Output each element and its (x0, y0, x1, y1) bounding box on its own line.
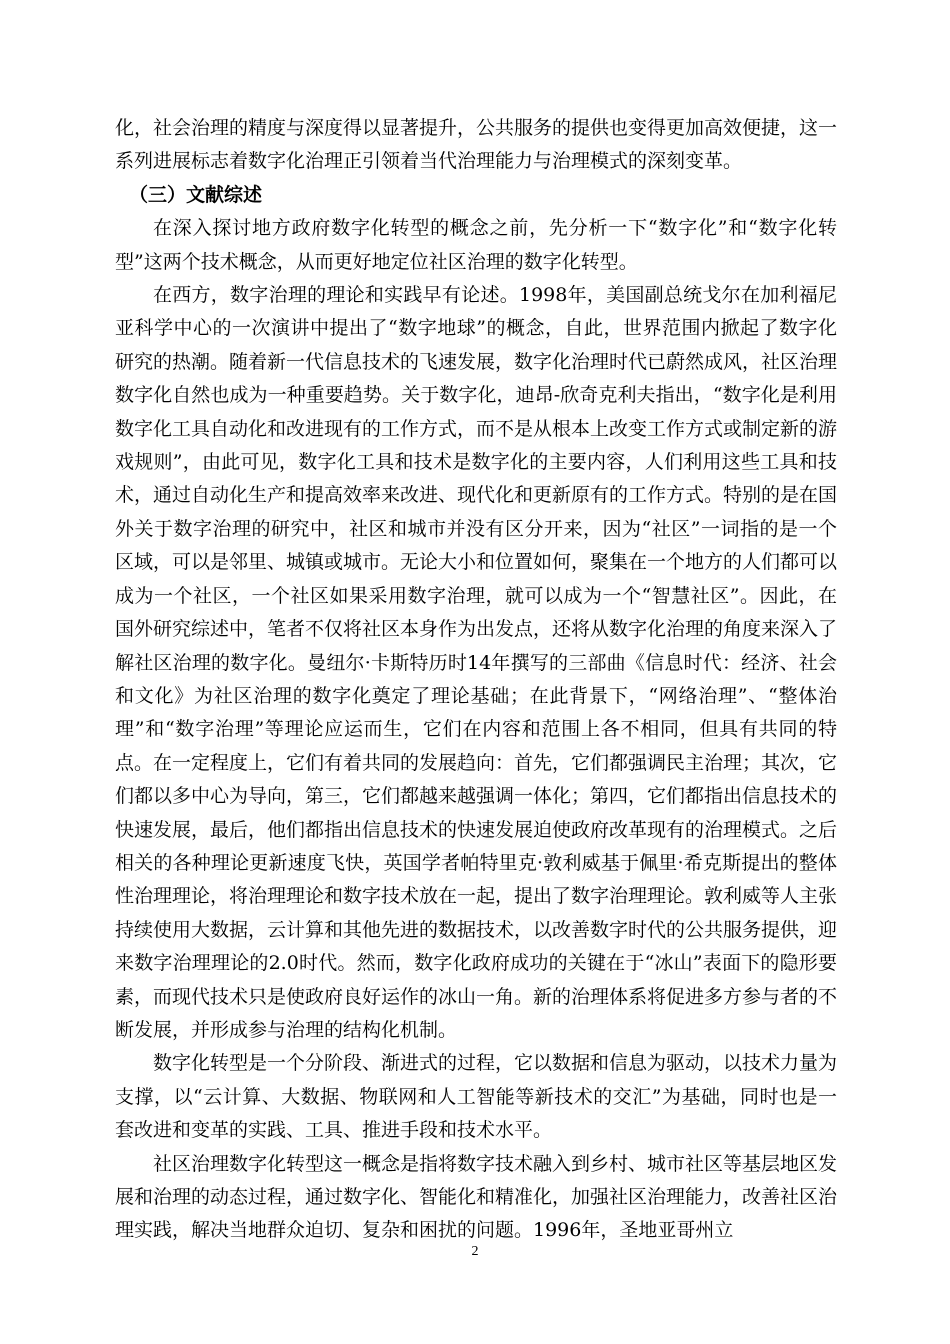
paragraph-digital-concepts: 在深入探讨地方政府数字化转型的概念之前，先分析一下“数字化”和“数字化转型”这两个技术概念，从而更好地定位社区治理的数字化转型。 (115, 217, 837, 273)
paragraph-western-digital-governance: 在西方，数字治理的理论和实践早有论述。1998年，美国副总统戈尔在加利福尼亚科学中心的一次演讲中提出了“数字地球”的概念，自此，世界范围内掀起了数字化研究的热潮。随着新一代信息技术的飞速发展，数字化治理时代已蔚然成风，社区治理数字化自然也成为一种重要趋势。关于数字化，迪昂-欣奇克利夫指出，“数字化是利用数字化工具自动化和改进现有的工作方式，而不是从根本上改变工作方式或制定新的游戏规则”，由此可见，数字化工具和技术是数字化的主要内容，人们利用这些工具和技术，通过自动化生产和提高效率来改进、现代化和更新原有的工作方式。特别的是在国外关于数字治理的研究中，社区和城市并没有区分开来，因为“社区”一词指的是一个区域，可以是邻里、城镇或城市。无论大小和位置如何，聚集在一个地方的人们都可以成为一个社区，一个社区如果采用数字治理，就可以成为一个“智慧社区”。因此，在国外研究综述中，笔者不仅将社区本身作为出发点，还将从数字化治理的角度来深入了解社区治理的数字化。曼纽尔·卡斯特历时14年撰写的三部曲《信息时代：经济、社会和文化》为社区治理的数字化奠定了理论基础；在此背景下，“网络治理”、“整体治理”和“数字治理”等理论应运而生，它们在内容和范围上各不相同，但具有共同的特点。在一定程度上，它们有着共同的发展趋向：首先，它们都强调民主治理；其次，它们都以多中心为导向，第三，它们都越来越强调一体化；第四，它们都指出信息技术的快速发展，最后，他们都指出信息技术的快速发展迫使政府改革现有的治理模式。之后相关的各种理论更新速度飞快，英国学者帕特里克·敦利威基于佩里·希克斯提出的整体性治理理论，将治理理论和数字技术放在一起，提出了数字治理理论。敦利威等人主张持续使用大数据，云计算和其他先进的数据技术，以改善数字时代的公共服务提供，迎来数字治理理论的2.0时代。然而，数字化政府成功的关键在于“冰山”表面下的隐形要素，而现代技术只是使政府良好运作的冰山一角。新的治理体系将促进多方参与者的不断发展，并形成参与治理的结构化机制。 (115, 284, 838, 1041)
page-number: 2 (471, 1244, 479, 1259)
paragraph-continuation: 化，社会治理的精度与深度得以显著提升，公共服务的提供也变得更加高效便捷，这一系列进展标志着数字化治理正引领着当代治理能力与治理模式的深刻变革。 (115, 117, 838, 173)
paragraph-digital-transformation: 数字化转型是一个分阶段、渐进式的过程，它以数据和信息为驱动，以技术力量为支撑，以“云计算、大数据、物联网和人工智能等新技术的交汇”为基础，同时也是一套改进和变革的实践、工具、推进手段和技术水平。 (115, 1052, 838, 1142)
section-heading-literature-review: （三）文献综述 (129, 183, 263, 206)
paragraph-community-governance-transformation: 社区治理数字化转型这一概念是指将数字技术融入到乡村、城市社区等基层地区发展和治理的动态过程，通过数字化、智能化和精准化，加强社区治理能力，改善社区治理实践，解决当地群众迫切、复杂和困扰的问题。1996年，圣地亚哥州立 (115, 1152, 838, 1242)
document-page (115, 112, 837, 1248)
